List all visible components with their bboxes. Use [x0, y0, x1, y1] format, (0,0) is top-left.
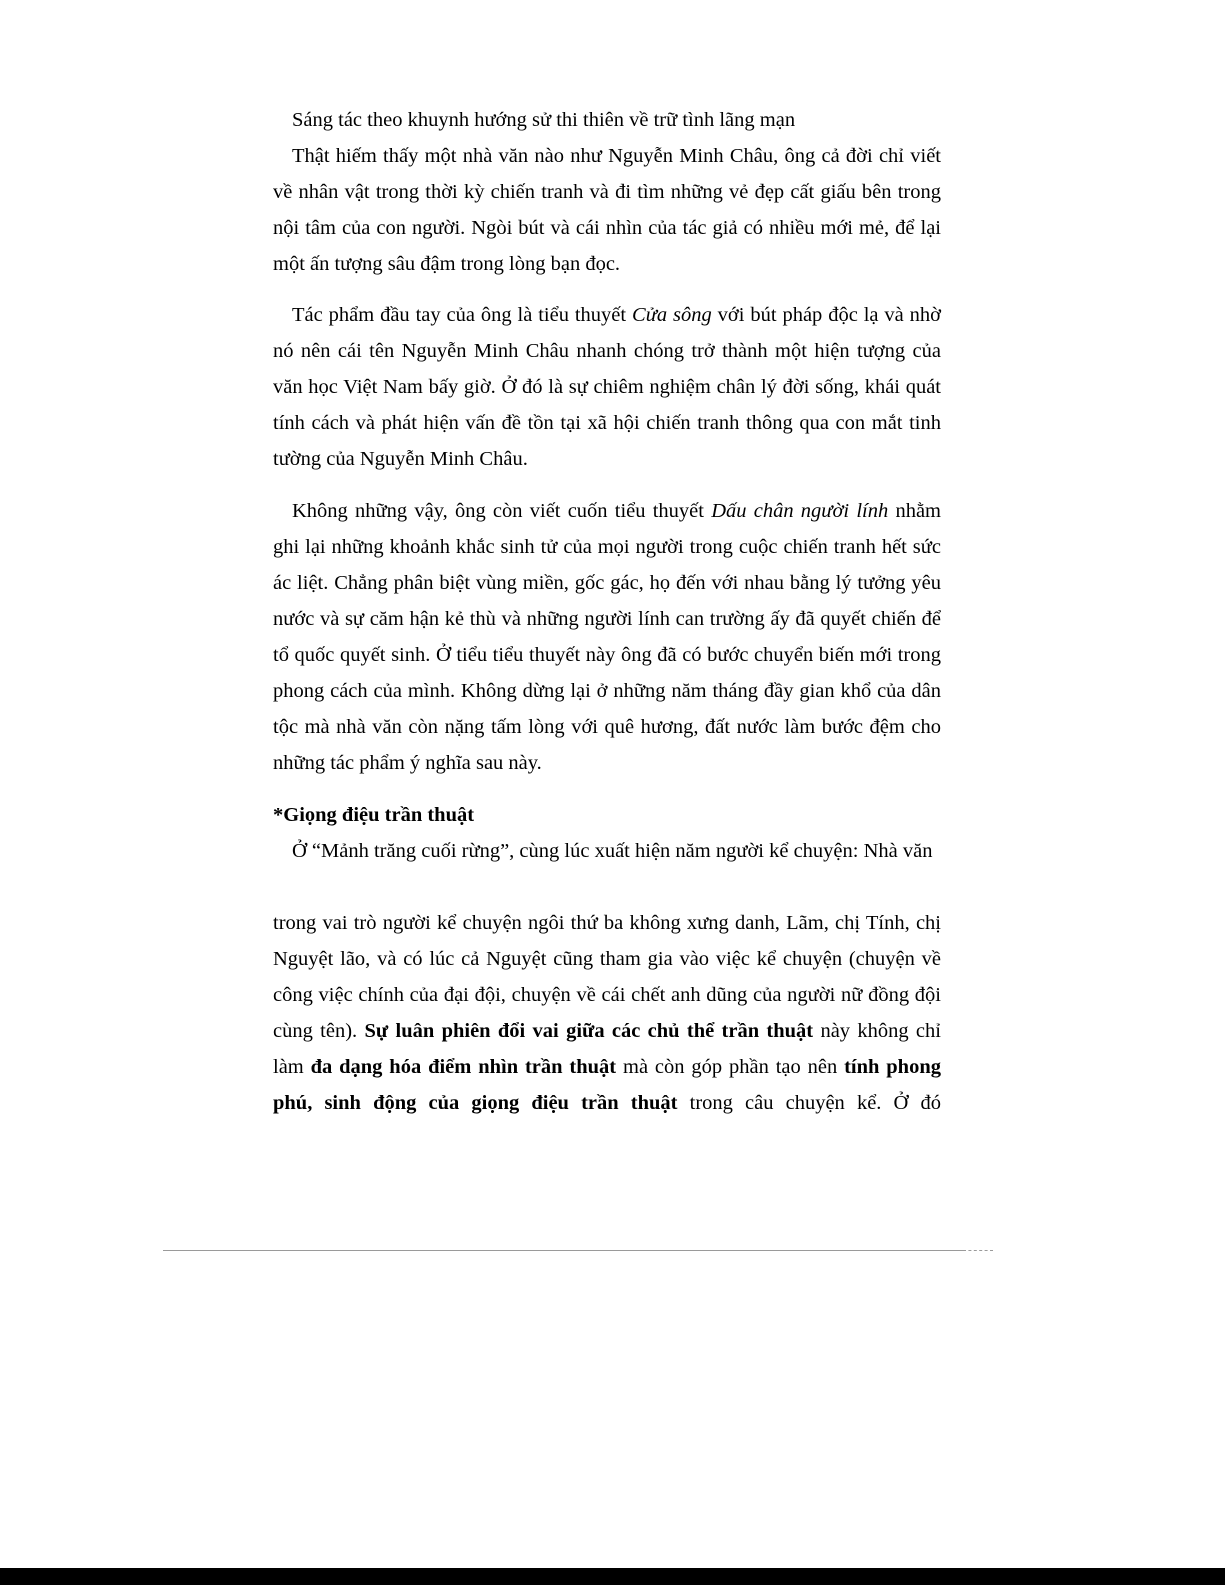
paragraph-3 [273, 493, 941, 781]
paragraph-5-text-a: trong vai trò người kể chuyện ngôi thứ ba không xưng danh, Lãm, chị Tính, chị Nguyệt lão, và có lúc cả Nguyệt cũng tham gia vào việc kể chuyện (chuyện về công việc chính của đại đội, chuyện về cái chết anh dũng của người nữ đồng đội cùng tên). [273, 912, 941, 1042]
paragraph-3-text-a: Không những vậy, ông còn viết cuốn tiểu thuyết [292, 500, 712, 522]
paragraph-2-text-b: với bút pháp độc lạ và nhờ nó nên cái tên Nguyễn Minh Châu nhanh chóng trở thành một hiện tượng của văn học Việt Nam bấy giờ. Ở đó là sự chiêm nghiệm chân lý đời sống, khái quát tính cách và phát hiện vấn đề tồn tại xã hội chiến tranh thông qua con mắt tinh tường của Nguyễn Minh Châu. [273, 304, 941, 470]
book-title-dau-chan-nguoi-linh: Dấu chân người lính [711, 500, 889, 522]
bottom-border-bar [0, 1568, 1225, 1585]
paragraph-2-text-a: Tác phẩm đầu tay của ông là tiểu thuyết [292, 304, 633, 326]
paragraph-2 [273, 297, 941, 477]
paragraph-5-text-c: này không chỉ làm [273, 1020, 941, 1078]
book-title-cua-song: Cửa sông [632, 304, 712, 326]
paragraph-4-text: Ở “Mảnh trăng cuối rừng”, cùng lúc xuất hiện năm người kể chuyện: Nhà văn [292, 840, 933, 862]
paragraph-section-intro [273, 102, 941, 282]
section-heading: *Giọng điệu trần thuật [273, 804, 475, 826]
page-footer-divider [163, 1250, 963, 1251]
paragraph-5-text-d: mà còn góp phần tạo nên [616, 1056, 845, 1078]
bold-phrase-2: đa dạng hóa điểm nhìn trần thuật [310, 1056, 617, 1078]
bold-phrase-1: Sự luân phiên đổi vai giữa các chủ thể trần thuật [364, 1020, 814, 1042]
section-subheading: Sáng tác theo khuynh hướng sử thi thiên về trữ tình lãng mạn [292, 109, 796, 131]
paragraph-3-text-b: nhằm ghi lại những khoảnh khắc sinh tử của mọi người trong cuộc chiến tranh hết sức ác liệt. Chẳng phân biệt vùng miền, gốc gác, họ đến với nhau bằng lý tưởng yêu nước và sự căm hận kẻ thù và những người lính can trường ấy đã quyết chiến để tổ quốc quyết sinh. Ở tiểu tiểu thuyết này ông đã có bước chuyển biến mới trong phong cách của mình. Không dừng lại ở những năm tháng đầy gian khổ của dân tộc mà nhà văn còn nặng tấm lòng với quê hương, đất nước làm bước đệm cho những tác phẩm ý nghĩa sau này. [273, 500, 941, 774]
paragraph-4 [273, 833, 941, 869]
paragraph-5 [273, 905, 941, 1121]
bold-phrase-3: tính phong phú, sinh động của giọng điệu trần thuật [273, 1056, 941, 1114]
page-footer-divider-dashed [963, 1250, 993, 1251]
paragraph-5-text-e: trong câu chuyện kể. Ở đó [677, 1092, 941, 1114]
paragraph-1: Thật hiếm thấy một nhà văn nào như Nguyễn Minh Châu, ông cả đời chỉ viết về nhân vật trong thời kỳ chiến tranh và đi tìm những vẻ đẹp cất giấu bên trong nội tâm của con người. Ngòi bút và cái nhìn của tác giả có nhiều mới mẻ, để lại một ấn tượng sâu đậm trong lòng bạn đọc. [273, 145, 941, 275]
